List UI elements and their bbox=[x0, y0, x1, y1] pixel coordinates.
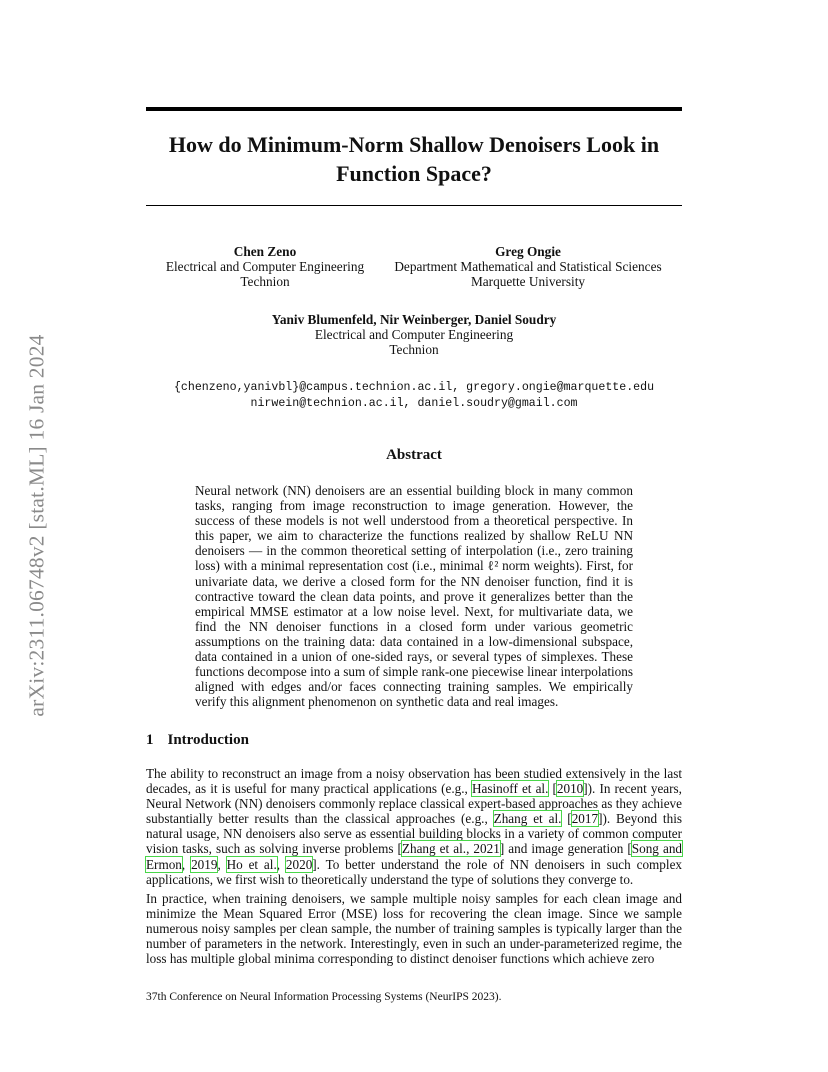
author-dept: Electrical and Computer Engineering bbox=[165, 259, 365, 274]
text-run: ]). In recent years, Neural Network (NN) denoisers commonly replace classical expert-based approaches as they achieve substantially better results than the classical approaches (e.g., bbox=[146, 781, 682, 827]
text-run: ] and image generation [ bbox=[499, 841, 632, 857]
text-run: , bbox=[217, 856, 227, 872]
text-run: , bbox=[181, 856, 192, 872]
paper-title bbox=[146, 130, 682, 188]
text-run: ]). Beyond this natural usage, NN denoisers also serve as essential building blocks in a variety of common computer vision tasks, such as solving inverse problems [ bbox=[146, 811, 682, 857]
author-name: Chen Zeno bbox=[233, 244, 297, 259]
text-run: [ bbox=[548, 781, 557, 797]
author-block-3 bbox=[146, 312, 682, 357]
author-block-1 bbox=[150, 244, 380, 289]
author-block-2 bbox=[380, 244, 676, 289]
citation-link[interactable]: 2019 bbox=[191, 856, 218, 872]
title-top-rule bbox=[146, 107, 682, 111]
intro-paragraph-1 bbox=[146, 766, 682, 887]
citation-link[interactable]: 2017 bbox=[571, 811, 599, 827]
author-dept: Department Mathematical and Statistical Sciences bbox=[394, 259, 662, 274]
text-run: The ability to reconstruct an image from a noisy observation has been studied extensively in the last decades, as it is useful for many practical applications (e.g., bbox=[146, 766, 682, 797]
author-emails bbox=[146, 380, 682, 412]
author-inst: Technion bbox=[240, 274, 290, 289]
title-bottom-rule bbox=[146, 205, 682, 206]
author-dept: Electrical and Computer Engineering bbox=[314, 327, 514, 342]
section-heading bbox=[146, 732, 249, 749]
intro-paragraph-2: In practice, when training denoisers, we sample multiple noisy samples for each clean image and minimize the Mean Squared Error (MSE) loss for recovering the clean image. Since we sample numerous noisy samples per clean sample, the number of training samples is typically larger than the number of parameters in the network. Interestingly, even in such an under-parameterized regime, the loss has multiple global minima corresponding to distinct denoiser functions which achieve zero bbox=[146, 891, 682, 967]
citation-link[interactable]: 2020 bbox=[285, 856, 313, 872]
title-line-1: How do Minimum-Norm Shallow Denoisers Look in bbox=[168, 132, 660, 157]
abstract-heading: Abstract bbox=[386, 447, 442, 463]
citation-link[interactable]: Zhang et al. bbox=[493, 811, 562, 827]
author-inst: Marquette University bbox=[470, 274, 586, 289]
email-line-1: {chenzeno,yanivbl}@campus.technion.ac.il, gregory.ongie@marquette.edu bbox=[173, 381, 655, 394]
arxiv-id: arXiv:2311.06748v2 [stat.ML] 16 Jan 2024 bbox=[24, 333, 49, 717]
email-line-2: nirwein@technion.ac.il, daniel.soudry@gmail.com bbox=[250, 397, 578, 410]
citation-link[interactable]: Song and Ermon bbox=[146, 841, 683, 872]
abstract-text: Neural network (NN) denoisers are an essential building block in many common tasks, ranging from image reconstruction to image generation. However, the success of these models is not well understood from a theoretical perspective. In this paper, we aim to characterize the functions realized by shallow ReLU NN denoisers — in the common theoretical setting of interpolation (i.e., zero training loss) with a minimal representation cost (i.e., minimal ℓ² norm weights). First, for univariate data, we derive a closed form for the NN denoiser function, find it is contractive toward the clean data points, and prove it generalizes better than the empirical MMSE estimator at a low noise level. Next, for multivariate data, we find the NN denoiser functions in a closed form under various geometric assumptions on the training data: data contained in a low-dimensional subspace, data contained in a union of one-sided rays, or several types of simplexes. These functions decompose into a sum of simple rank-one piecewise linear interpolations aligned with edges and/or faces connecting training samples. We empirically verify this alignment phenomenon on synthetic data and real images. bbox=[195, 483, 633, 710]
title-line-2: Function Space? bbox=[336, 161, 492, 186]
text-run: , bbox=[276, 856, 286, 872]
text-run: ]. To better understand the role of NN denoisers in such complex applications, we first wish to theoretically understand the type of solutions they converge to. bbox=[146, 856, 683, 887]
citation-link[interactable]: 2010 bbox=[556, 781, 584, 797]
author-name: Greg Ongie bbox=[495, 244, 561, 259]
text-run: [ bbox=[561, 811, 572, 827]
citation-link[interactable]: Zhang et al., 2021 bbox=[401, 841, 500, 857]
citation-link[interactable]: Ho et al. bbox=[226, 856, 277, 872]
author-name: Yaniv Blumenfeld, Nir Weinberger, Daniel Soudry bbox=[271, 312, 557, 327]
section-number: 1 bbox=[146, 732, 154, 748]
citation-link[interactable]: Hasinoff et al. bbox=[471, 781, 549, 797]
section-title: Introduction bbox=[167, 732, 249, 748]
author-inst: Technion bbox=[389, 342, 439, 357]
arxiv-sidebar-stamp bbox=[22, 275, 52, 775]
conference-footnote: 37th Conference on Neural Information Processing Systems (NeurIPS 2023). bbox=[146, 991, 502, 1003]
